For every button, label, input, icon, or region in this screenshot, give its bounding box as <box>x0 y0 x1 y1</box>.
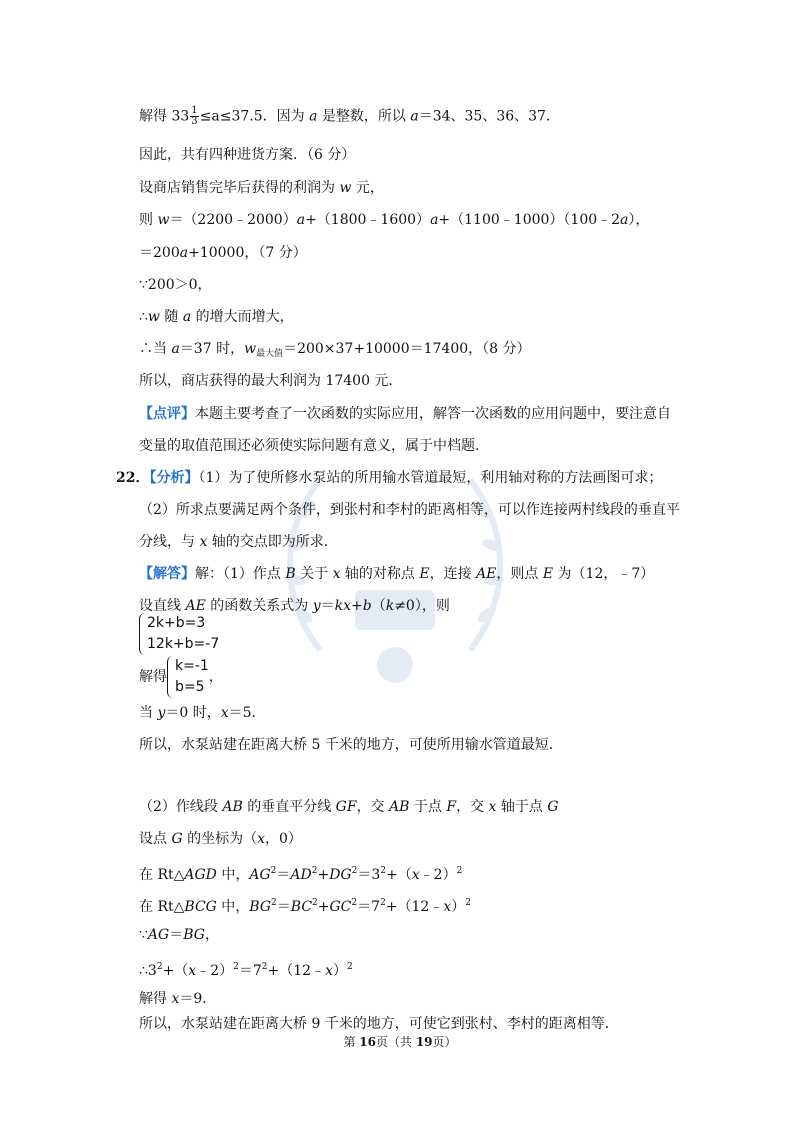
line-profit-formula: 则 w＝（2200﹣2000）a+（1800﹣1600）a+（1100﹣1000）（100﹣2a）， <box>139 212 650 228</box>
line-triangle-agd: 在 Rt△AGD 中，$AG^2=AD^2+DG^2=3^2+(x﹣2)^2$ <box>139 866 463 883</box>
line-comment-cont: 变量的取值范围还必须使实际问题有意义，属于中档题． <box>139 438 489 454</box>
line-simplified: ＝200a+10000，（7 分） <box>139 245 307 261</box>
line-solve-x: 解得 x＝9． <box>139 991 217 1007</box>
line-answer-1: 【解答】解：（1）作点 B 关于 x 轴的对称点 E，连接 AE，则点 E 为（12，﹣7） <box>139 566 655 582</box>
line-line-ae: 设直线 AE 的函数关系式为 y＝kx+b（k≠0），则 <box>139 598 450 614</box>
line-part2-bisector: （2）作线段 AB 的垂直平分线 GF，交 AB 于点 F，交 x 轴于点 G <box>139 799 559 815</box>
line-because: ∵200＞0， <box>139 277 212 293</box>
line-max-value: ∴当 a＝37 时，$w_{最大值}=200\times 37+10000=17400$，（8 分） <box>139 341 531 359</box>
line-coord-g: 设点 G 的坐标为（x，0） <box>139 831 302 847</box>
page-total: 19 <box>415 1035 433 1049</box>
line-conclusion-1: 所以，水泵站建在距离大桥 5 千米的地方，可使所用输水管道最短． <box>139 737 563 753</box>
line-analysis-part2-cont: 分线，与 x 轴的交点即为所求． <box>139 534 338 550</box>
line-increasing: ∴w 随 a 的增大而增大， <box>139 309 294 325</box>
line-conclusion-2: 所以，水泵站建在距离大桥 9 千米的地方，可使它到张村、李村的距离相等． <box>139 1016 619 1032</box>
line-y-zero: 当 y＝0 时，x＝5． <box>139 705 266 721</box>
line-solution-range: 解得 33 $\frac{1}{3}$ ≤a≤37.5．因为 a 是整数，所以 a＝34、35、36、37． <box>139 105 560 127</box>
page-footer: 第 16页（共 19页） <box>343 1035 457 1049</box>
equation-system-1: 2k+b=3 12k+b=-7 <box>139 613 219 655</box>
line-comment: 【点评】本题主要考查了一次函数的实际应用，解答一次函数的应用问题中，要注意自 <box>139 406 671 422</box>
answer-tag: 【解答】 <box>139 566 195 582</box>
comment-tag: 【点评】 <box>139 406 195 422</box>
line-profit-def: 设商店销售完毕后获得的利润为 w 元， <box>139 180 384 196</box>
line-solve-system: 解得 k=-1 b=5 ， <box>139 656 223 698</box>
page-number: 16 <box>359 1035 376 1049</box>
fraction: $\frac{1}{3}$ <box>191 105 198 127</box>
question-number: 22． <box>116 470 150 486</box>
line-triangle-bcg: 在 Rt△BCG 中，$BG^2=BC^2+GC^2=7^2+(12﹣x)^2$ <box>139 898 471 915</box>
line-conclusion-profit: 所以，商店获得的最大利润为 17400 元． <box>139 373 403 389</box>
line-q22-analysis: 22．【分析】（1）为了使所修水泵站的所用输水管道最短，利用轴对称的方法画图可求； <box>116 470 663 486</box>
line-plans: 因此，共有四种进货方案．（6 分） <box>139 147 356 163</box>
line-equation-g: $\therefore 3^2+(x﹣2)^2=7^2+(12﹣x)^2$ <box>139 962 353 979</box>
equation-system-2: k=-1 b=5 <box>167 656 209 698</box>
line-ag-eq-bg: ∵AG＝BG， <box>139 927 219 943</box>
line-analysis-part2: （2）所求点要满足两个条件，到张村和李村的距离相等，可以作连接两村线段的垂直平 <box>139 502 680 518</box>
analysis-tag: 【分析】 <box>149 470 199 486</box>
